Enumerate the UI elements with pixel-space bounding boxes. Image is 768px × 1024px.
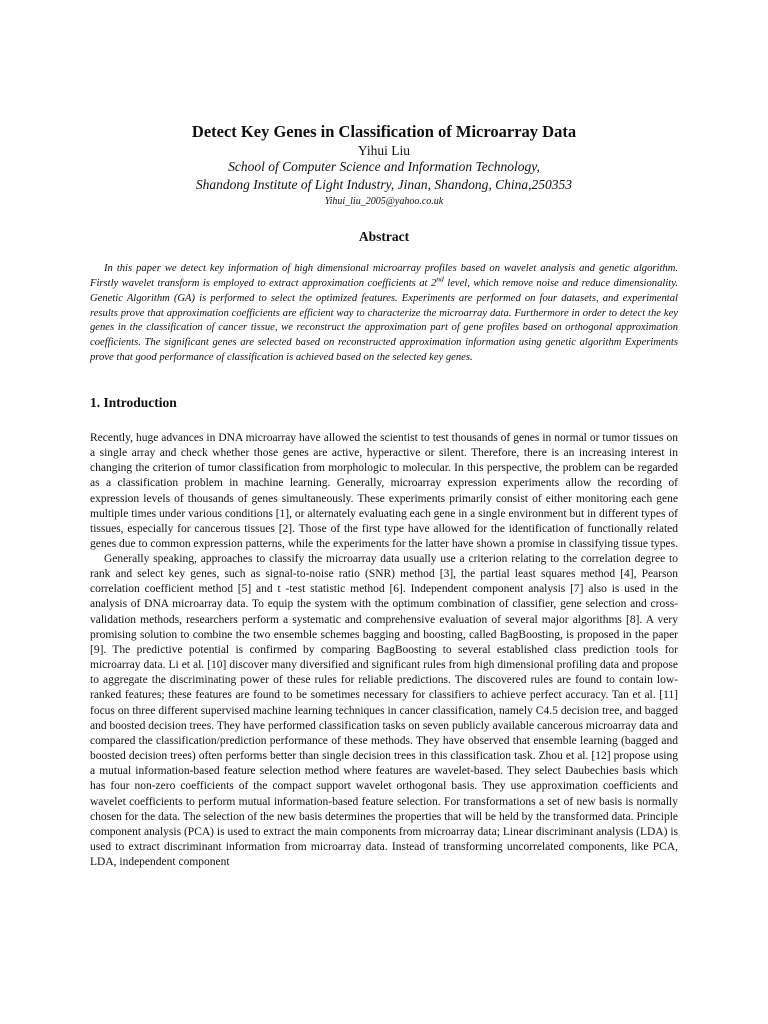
affiliation-line-1: School of Computer Science and Information Technology, bbox=[228, 159, 540, 174]
abstract-superscript: nd bbox=[436, 274, 444, 284]
introduction-paragraph-2: Generally speaking, approaches to classify the microarray data usually use a criterion relating to the correlation degree to rank and select key genes, such as signal-to-noise ratio (SNR) method [3], the partial least squares method [4], Pearson correlation coefficient method [5] and t -test statistic method [6]. Independent component analysis [7] also is used in the analysis of DNA microarray data. To equip the system with the optimum combination of classifier, gene selection and cross-validation methods, researchers perform a systematic and comprehensive evaluation of several major algorithms [8]. A very promising solution to combine the two ensemble schemes bagging and boosting, called BagBoosting, is proposed in the paper [9]. The predictive potential is confirmed by comparing BagBoosting to several established class prediction tools for microarray data. Li et al. [10] discover many diversified and significant rules from high dimensional profiling data and propose to aggregate the discriminating power of these rules for reliable predictions. The discovered rules are found to contain low-ranked features; these features are found to be sometimes necessary for classifiers to achieve perfect accuracy. Tan et al. [11] focus on three different supervised machine learning techniques in cancer classification, namely C4.5 decision tree, and bagged and boosted decision trees. They have performed classification tasks on seven publicly available cancerous microarray data and compared the classification/prediction performance of these methods. They have observed that ensemble learning (bagged and boosted decision trees) often performs better than single decision trees in this classification task. Zhou et al. [12] propose using a mutual information-based feature selection method where features are wavelet-based. They select Daubechies basis which has four non-zero coefficients of the compact support wavelet orthogonal basis. They use approximation coefficients and wavelet coefficients to perform mutual information-based feature selection. For transformations a set of new basis is normally chosen for the data. The selection of the new basis determines the properties that will be held by the transformed data. Principle component analysis (PCA) is used to extract the main components from microarray data; Linear discriminant analysis (LDA) is used to extract discriminant information from microarray data. Instead of transforming uncorrelated components, like PCA, LDA, independent component bbox=[90, 553, 678, 869]
abstract-text-part-2: level, which remove noise and reduce dimensionality. Genetic Algorithm (GA) is performed to select the optimized features. Experiments are performed on four datasets, and experimental results prove that approximation coefficients are efficient way to characterize the microarray data. Furthermore in order to detect the key genes in the classification of cancer tissue, we reconstruct the approximation part of gene profiles based on orthogonal approximation coefficients. The significant genes are selected based on reconstructed approximation information using genetic algorithm Experiments prove that good performance of classification is achieved based on the selected key genes. bbox=[90, 277, 678, 364]
introduction-paragraph-1: Recently, huge advances in DNA microarray have allowed the scientist to test thousands of genes in normal or tumor tissues on a single array and check whether those genes are active, hyperactive or silent. Therefore, there is an increasing interest in changing the criterion of tumor classification from morphologic to molecular. In this perspective, the problem can be regarded as a classification problem in machine learning. Generally, microarray expression experiments allow the recording of expression levels of thousands of genes simultaneously. These experiments primarily consist of either monitoring each gene multiple times under various conditions [1], or alternately evaluating each gene in a single environment but in different types of tissues, especially for cancerous tissues [2]. Those of the first type have allowed for the identification of functionally related genes due to common expression patterns, while the experiments for the latter have shown a promise in classifying tissue types. bbox=[90, 432, 678, 551]
affiliation-line-2: Shandong Institute of Light Industry, Jinan, Shandong, China,250353 bbox=[195, 177, 573, 192]
introduction-heading: 1. Introduction bbox=[90, 395, 177, 410]
abstract-text bbox=[90, 262, 678, 366]
abstract-heading: Abstract bbox=[358, 229, 410, 244]
author-email: Yihui_liu_2005@yahoo.co.uk bbox=[324, 196, 444, 207]
author-name: Yihui Liu bbox=[357, 143, 411, 158]
paper-title: Detect Key Genes in Classification of Microarray Data bbox=[191, 122, 577, 141]
abstract-text-part-1: In this paper we detect key information of high dimensional microarray profiles based on wavelet analysis and genetic algorithm. Firstly wavelet transform is employed to extract approximation coefficients at 2 bbox=[90, 263, 678, 289]
